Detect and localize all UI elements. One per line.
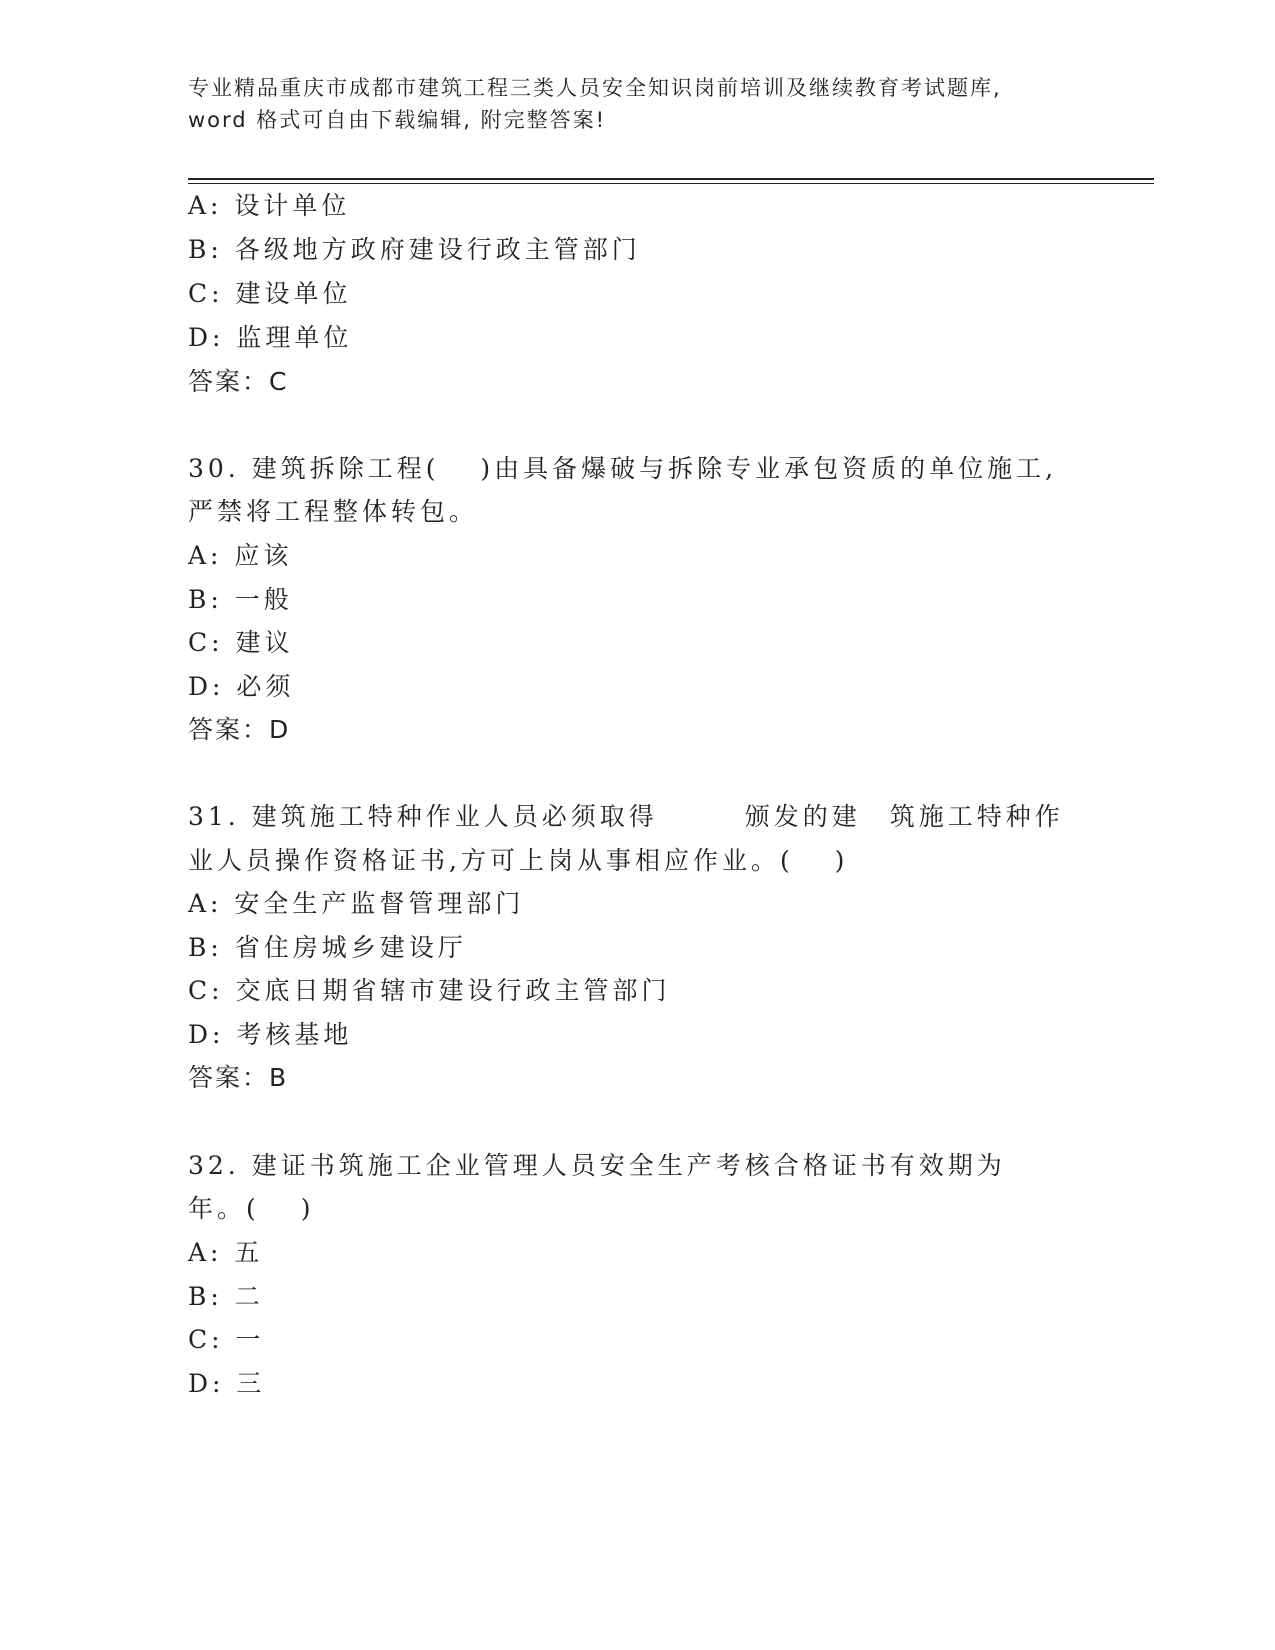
header-divider-thin: [188, 183, 1154, 184]
q29-option-a: A: 设计单位: [188, 191, 351, 220]
q32-option-d: D: 三: [188, 1369, 266, 1398]
q29-option-d: D: 监理单位: [188, 323, 353, 352]
q30-option-d: D: 必须: [188, 672, 295, 701]
q32-stem-line1: 32. 建证书筑施工企业管理人员安全生产考核合格证书有效期为: [188, 1151, 1006, 1180]
header-title-line2: word 格式可自由下载编辑, 附完整答案!: [188, 108, 607, 132]
q29-option-c: C: 建设单位: [188, 279, 352, 308]
q29-answer: 答案：C: [188, 367, 289, 396]
document-header: [188, 72, 1088, 136]
q30-option-a: A: 应该: [188, 541, 293, 570]
header-divider-thick: [188, 178, 1154, 180]
q31-option-a: A: 安全生产监督管理部门: [188, 889, 525, 918]
q30-option-c: C: 建议: [188, 628, 294, 657]
q31-answer: 答案：B: [188, 1063, 289, 1092]
q31-option-c: C: 交底日期省辖市建设行政主管部门: [188, 976, 671, 1005]
q32-option-a: A: 五: [188, 1238, 264, 1267]
header-title-line1: 专业精品重庆市成都市建筑工程三类人员安全知识岗前培训及继续教育考试题库,: [188, 76, 1002, 100]
q30-stem-line1: 30. 建筑拆除工程( )由具备爆破与拆除专业承包资质的单位施工,: [188, 454, 1058, 483]
q32-option-b: B: 二: [188, 1282, 264, 1311]
q31-option-b: B: 省住房城乡建设厅: [188, 933, 467, 962]
q30-option-b: B: 一般: [188, 585, 293, 614]
q32-stem-line2: 年。( ): [188, 1194, 315, 1223]
q29-option-b: B: 各级地方政府建设行政主管部门: [188, 235, 641, 264]
q32-option-c: C: 一: [188, 1325, 265, 1354]
q30-stem-line2: 严禁将工程整体转包。: [188, 497, 479, 526]
q31-stem-line1: 31. 建筑施工特种作业人员必须取得 颁发的建 筑施工特种作: [188, 802, 1064, 831]
q30-answer: 答案：D: [188, 715, 291, 744]
q31-option-d: D: 考核基地: [188, 1020, 353, 1049]
q31-stem-line2: 业人员操作资格证书,方可上岗从事相应作业。( ): [188, 846, 849, 875]
